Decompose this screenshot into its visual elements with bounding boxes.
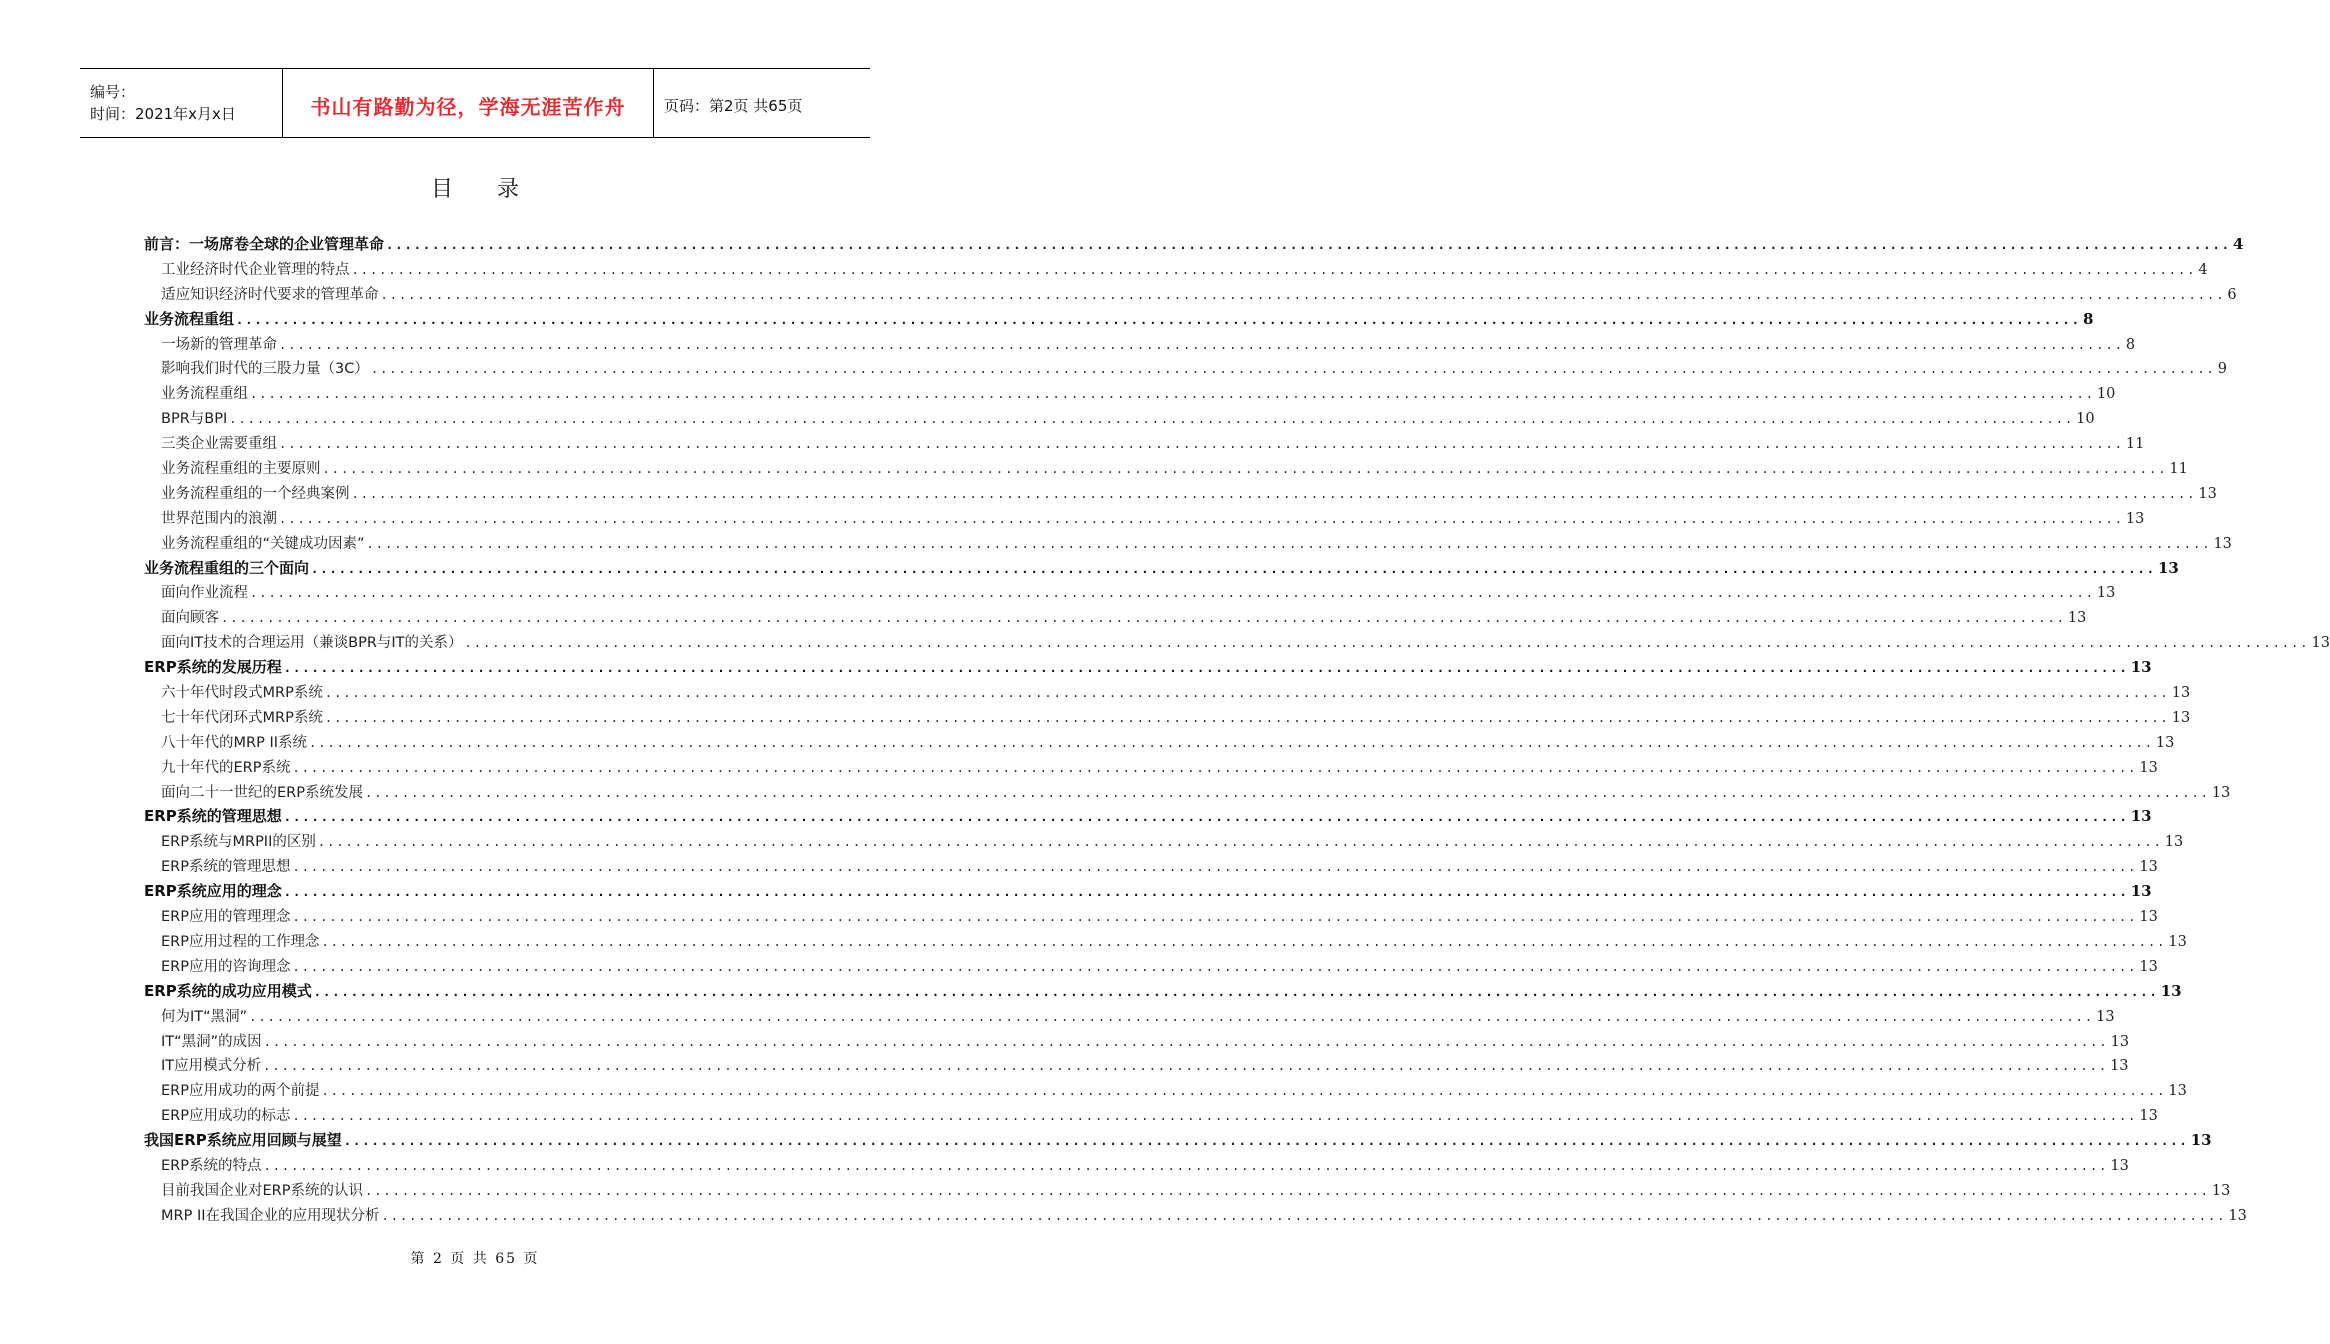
toc-section-entry[interactable] <box>144 930 2187 955</box>
toc-entry-page: 13 <box>2096 585 2116 602</box>
toc-chapter-entry[interactable] <box>144 880 2152 905</box>
toc-entry-label: 业务流程重组 <box>161 386 248 403</box>
toc-leader-dots: ........................................................................................................................................................................................................ <box>279 511 2124 526</box>
toc-leader-dots: ........................................................................................................................................................................................................ <box>283 661 2129 676</box>
toc-entry-page: 10 <box>2076 411 2095 428</box>
toc-leader-dots: ........................................................................................................................................................................................................ <box>324 710 2170 725</box>
toc-chapter-entry[interactable] <box>144 805 2152 830</box>
toc-entry-label: ERP应用过程的工作理念 <box>161 933 320 950</box>
toc-entry-label: 七十年代闭环式MRP系统 <box>161 709 323 726</box>
toc-leader-dots: ........................................................................................................................................................................................................ <box>380 287 2226 302</box>
toc-entry-label: 适应知识经济时代要求的管理革命 <box>161 286 379 303</box>
toc-leader-dots: ........................................................................................................................................................................................................ <box>292 959 2138 974</box>
toc-entry-label: 业务流程重组的主要原则 <box>161 461 321 478</box>
toc-entry-label: BPR与BPI <box>161 411 228 428</box>
toc-entry-label: ERP系统的发展历程 <box>144 658 282 677</box>
toc-entry-page: 10 <box>2096 386 2116 403</box>
toc-leader-dots: ........................................................................................................................................................................................................ <box>250 387 2095 402</box>
toc-leader-dots: ........................................................................................................................................................................................................ <box>321 934 2167 949</box>
toc-section-entry[interactable] <box>144 1204 2247 1229</box>
toc-section-entry[interactable] <box>144 258 2208 283</box>
table-of-contents <box>144 233 2330 1229</box>
toc-leader-dots: ........................................................................................................................................................................................................ <box>221 611 2066 626</box>
toc-leader-dots: ........................................................................................................................................................................................................ <box>366 536 2212 551</box>
toc-leader-dots: ........................................................................................................................................................................................................ <box>324 686 2170 701</box>
toc-title: 目录 <box>430 177 563 202</box>
toc-leader-dots: ........................................................................................................................................................................................................ <box>292 760 2138 775</box>
toc-entry-label: 面向IT技术的合理运用（兼谈BPR与IT的关系） <box>161 635 463 652</box>
toc-chapter-entry[interactable] <box>144 980 2182 1005</box>
toc-entry-label: 八十年代的MRP II系统 <box>161 734 307 751</box>
page-footer: 第 2 页 共 65 页 <box>410 1251 540 1267</box>
toc-entry-page: 13 <box>2110 1157 2129 1174</box>
toc-entry-label: ERP系统的成功应用模式 <box>144 981 312 1000</box>
toc-leader-dots: ........................................................................................................................................................................................................ <box>249 1009 2095 1024</box>
toc-section-entry[interactable] <box>144 1179 2231 1204</box>
toc-entry-page: 8 <box>2082 309 2094 328</box>
toc-section-entry[interactable] <box>144 532 2232 557</box>
toc-leader-dots: ........................................................................................................................................................................................................ <box>317 835 2163 850</box>
toc-leader-dots: ........................................................................................................................................................................................................ <box>364 1183 2210 1198</box>
toc-section-entry[interactable] <box>144 382 2116 407</box>
toc-entry-page: 4 <box>2198 261 2208 278</box>
toc-leader-dots: ........................................................................................................................................................................................................ <box>370 362 2216 377</box>
toc-section-entry[interactable] <box>144 855 2158 880</box>
toc-entry-label: 世界范围内的浪潮 <box>161 510 277 527</box>
toc-entry-page: 13 <box>2096 1008 2115 1025</box>
toc-section-entry[interactable] <box>144 283 2237 308</box>
toc-section-entry[interactable] <box>144 1104 2158 1129</box>
toc-entry-label: 影响我们时代的三股力量（3C） <box>161 361 369 378</box>
toc-entry-label: 工业经济时代企业管理的特点 <box>161 261 350 278</box>
document-number-label: 编号： <box>90 83 136 101</box>
toc-entry-page: 13 <box>2110 1058 2129 1075</box>
toc-entry-label: 六十年代时段式MRP系统 <box>161 685 323 702</box>
toc-entry-page: 11 <box>2169 461 2188 478</box>
toc-chapter-entry[interactable] <box>144 233 2244 258</box>
toc-entry-label: MRP II在我国企业的应用现状分析 <box>161 1207 380 1224</box>
toc-entry-label: 业务流程重组 <box>144 309 235 328</box>
toc-entry-page: 13 <box>2171 685 2191 702</box>
toc-entry-page: 6 <box>2227 286 2237 303</box>
toc-leader-dots: ........................................................................................................................................................................................................ <box>283 885 2129 900</box>
toc-entry-label: 一场新的管理革命 <box>161 336 277 353</box>
toc-entry-label: ERP系统的管理思想 <box>161 859 291 876</box>
toc-entry-label: ERP系统与MRPII的区别 <box>161 834 316 851</box>
toc-entry-label: ERP系统的特点 <box>161 1157 262 1174</box>
toc-section-entry[interactable] <box>144 1030 2130 1055</box>
toc-entry-page: 9 <box>2217 361 2228 378</box>
toc-leader-dots: ........................................................................................................................................................................................................ <box>343 1134 2189 1149</box>
toc-entry-page: 13 <box>2157 558 2179 577</box>
toc-chapter-entry[interactable] <box>144 557 2179 582</box>
page-header <box>80 68 870 138</box>
toc-section-entry[interactable] <box>144 631 2330 656</box>
toc-entry-page: 13 <box>2067 610 2087 627</box>
toc-entry-label: 面向二十一世纪的ERP系统发展 <box>161 784 363 801</box>
toc-entry-page: 13 <box>2213 535 2232 552</box>
toc-section-entry[interactable] <box>144 357 2228 382</box>
toc-leader-dots: ........................................................................................................................................................................................................ <box>309 735 2154 750</box>
toc-entry-page: 13 <box>2139 1108 2158 1125</box>
toc-entry-page: 13 <box>2171 709 2191 726</box>
toc-leader-dots: ........................................................................................................................................................................................................ <box>250 586 2095 601</box>
toc-entry-page: 13 <box>2110 1033 2130 1050</box>
toc-entry-page: 13 <box>2168 933 2187 950</box>
toc-section-entry[interactable] <box>144 333 2136 358</box>
toc-entry-page: 13 <box>2160 981 2182 1000</box>
toc-section-entry[interactable] <box>144 830 2184 855</box>
toc-entry-label: 业务流程重组的一个经典案例 <box>161 485 350 502</box>
toc-leader-dots: ........................................................................................................................................................................................................ <box>263 1158 2109 1173</box>
toc-leader-dots: ........................................................................................................................................................................................................ <box>364 785 2210 800</box>
toc-chapter-entry[interactable] <box>144 1129 2212 1154</box>
toc-section-entry[interactable] <box>144 905 2158 930</box>
toc-section-entry[interactable] <box>144 955 2158 980</box>
toc-leader-dots: ........................................................................................................................................................................................................ <box>263 1059 2109 1074</box>
toc-section-entry[interactable] <box>144 681 2191 706</box>
toc-leader-dots: ........................................................................................................................................................................................................ <box>311 561 2156 576</box>
toc-entry-label: 三类企业需要重组 <box>161 436 277 453</box>
toc-entry-label: ERP应用的咨询理念 <box>161 958 291 975</box>
toc-leader-dots: ........................................................................................................................................................................................................ <box>351 262 2197 277</box>
toc-entry-page: 11 <box>2125 436 2145 453</box>
toc-entry-page: 4 <box>2232 235 2244 253</box>
document-time-label: 时间：2021年x月x日 <box>90 105 236 123</box>
toc-entry-label: ERP应用成功的标志 <box>161 1108 291 1125</box>
toc-entry-label: 九十年代的ERP系统 <box>161 759 291 776</box>
toc-entry-label: ERP系统的管理思想 <box>144 807 282 826</box>
toc-entry-page: 13 <box>2130 658 2152 677</box>
toc-entry-label: 面向顾客 <box>161 610 219 627</box>
toc-entry-label: 何为IT“黑洞” <box>161 1008 248 1025</box>
toc-section-entry[interactable] <box>144 482 2217 507</box>
toc-entry-label: 面向作业流程 <box>161 585 248 602</box>
toc-section-entry[interactable] <box>144 706 2191 731</box>
toc-entry-label: ERP应用成功的两个前提 <box>161 1083 320 1100</box>
toc-leader-dots: ........................................................................................................................................................................................................ <box>292 1109 2138 1124</box>
page-info-text: 页码：第2页 共65页 <box>664 96 803 115</box>
toc-leader-dots: ........................................................................................................................................................................................................ <box>229 412 2075 427</box>
toc-entry-page: 13 <box>2130 882 2152 901</box>
toc-entry-page: 13 <box>2139 759 2158 776</box>
toc-leader-dots: ........................................................................................................................................................................................................ <box>283 810 2129 825</box>
toc-entry-label: ERP应用的管理理念 <box>161 909 291 926</box>
toc-section-entry[interactable] <box>144 756 2158 781</box>
toc-entry-page: 13 <box>2211 784 2231 801</box>
toc-entry-label: 前言：一场席卷全球的企业管理革命 <box>144 235 385 253</box>
toc-section-entry[interactable] <box>144 507 2145 532</box>
toc-entry-page: 13 <box>2130 807 2152 826</box>
toc-entry-label: 我国ERP系统应用回顾与展望 <box>144 1131 342 1150</box>
toc-entry-label: IT应用模式分析 <box>161 1058 262 1075</box>
toc-section-entry[interactable] <box>144 457 2188 482</box>
toc-entry-label: 业务流程重组的“关键成功因素” <box>161 535 365 552</box>
toc-leader-dots: ........................................................................................................................................................................................................ <box>292 910 2138 925</box>
toc-leader-dots: ........................................................................................................................................................................................................ <box>263 1034 2109 1049</box>
toc-leader-dots: ........................................................................................................................................................................................................ <box>279 437 2124 452</box>
toc-entry-page: 13 <box>2139 859 2158 876</box>
toc-section-entry[interactable] <box>144 731 2175 756</box>
toc-section-entry[interactable] <box>144 606 2087 631</box>
toc-entry-label: 目前我国企业对ERP系统的认识 <box>161 1182 363 1199</box>
toc-entry-page: 8 <box>2125 336 2136 353</box>
toc-leader-dots: ........................................................................................................................................................................................................ <box>321 1084 2167 1099</box>
toc-leader-dots: ........................................................................................................................................................................................................ <box>464 636 2310 651</box>
toc-leader-dots: ........................................................................................................................................................................................................ <box>279 337 2124 352</box>
toc-leader-dots: ........................................................................................................................................................................................................ <box>386 238 2231 252</box>
toc-section-entry[interactable] <box>144 407 2095 432</box>
header-meta <box>80 69 283 137</box>
toc-entry-page: 13 <box>2211 1182 2231 1199</box>
toc-section-entry[interactable] <box>144 581 2116 606</box>
header-page-info <box>654 69 870 137</box>
toc-leader-dots: ........................................................................................................................................................................................................ <box>292 860 2138 875</box>
toc-section-entry[interactable] <box>144 1079 2187 1104</box>
toc-section-entry[interactable] <box>144 1005 2115 1030</box>
toc-chapter-entry[interactable] <box>144 308 2094 333</box>
toc-leader-dots: ........................................................................................................................................................................................................ <box>236 312 2081 327</box>
toc-leader-dots: ........................................................................................................................................................................................................ <box>313 984 2159 999</box>
toc-chapter-entry[interactable] <box>144 656 2152 681</box>
header-motto-cell <box>283 69 654 137</box>
toc-entry-page: 13 <box>2198 485 2217 502</box>
toc-entry-page: 13 <box>2228 1207 2247 1224</box>
toc-leader-dots: ........................................................................................................................................................................................................ <box>322 462 2168 477</box>
toc-section-entry[interactable] <box>144 432 2145 457</box>
toc-entry-page: 13 <box>2139 958 2158 975</box>
toc-leader-dots: ........................................................................................................................................................................................................ <box>351 486 2197 501</box>
toc-entry-label: 业务流程重组的三个面向 <box>144 558 310 577</box>
toc-entry-page: 13 <box>2155 734 2175 751</box>
toc-entry-label: ERP系统应用的理念 <box>144 882 282 901</box>
toc-entry-page: 13 <box>2164 834 2184 851</box>
toc-entry-page: 13 <box>2125 510 2145 527</box>
header-motto: 书山有路勤为径，学海无涯苦作舟 <box>310 94 626 119</box>
toc-entry-page: 13 <box>2311 635 2330 652</box>
toc-section-entry[interactable] <box>144 781 2231 806</box>
toc-entry-page: 13 <box>2168 1083 2187 1100</box>
toc-entry-page: 13 <box>2139 909 2158 926</box>
toc-section-entry[interactable] <box>144 1154 2129 1179</box>
toc-leader-dots: ........................................................................................................................................................................................................ <box>381 1208 2227 1223</box>
toc-entry-page: 13 <box>2190 1131 2212 1150</box>
toc-section-entry[interactable] <box>144 1054 2129 1079</box>
toc-entry-label: IT“黑洞”的成因 <box>161 1033 262 1050</box>
